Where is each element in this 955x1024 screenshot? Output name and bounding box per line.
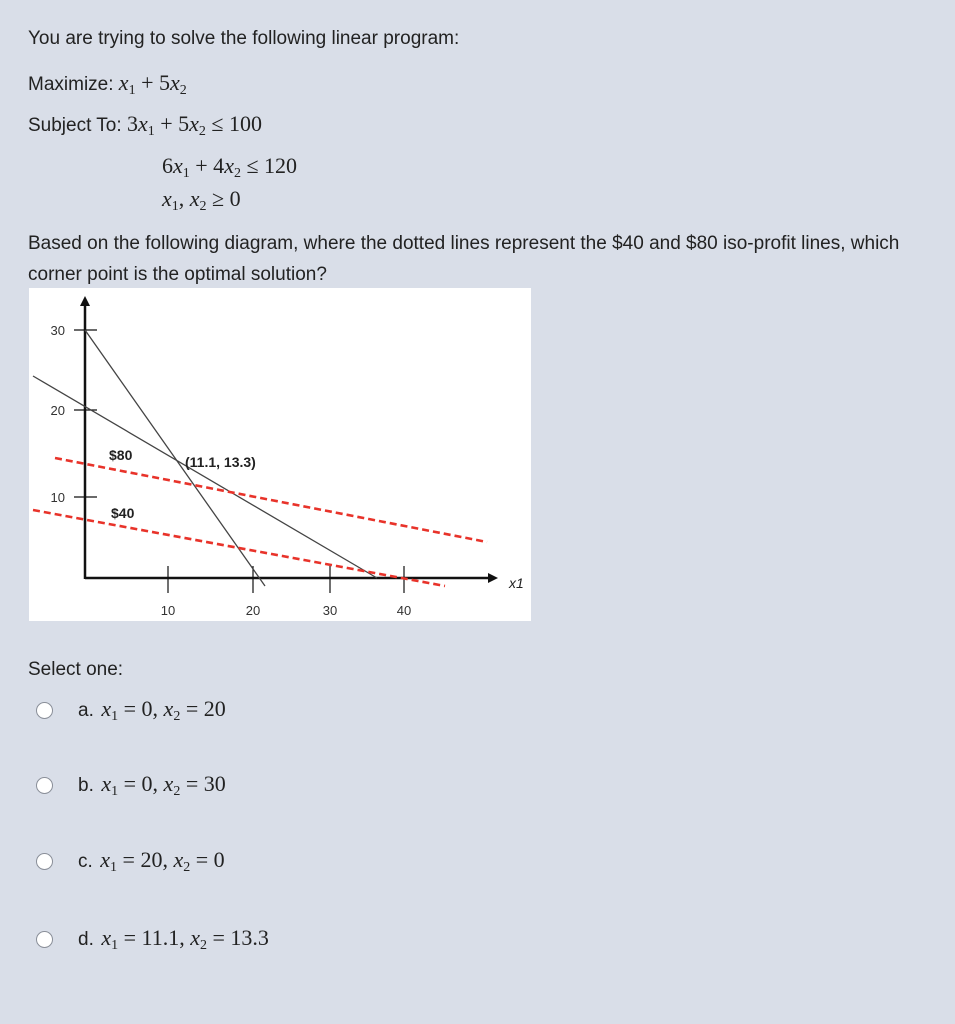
option-a-letter: a.: [78, 699, 94, 721]
option-b-letter: b.: [78, 774, 94, 796]
option-b-text: $x_1 = 0$, $x_2 = 30$: [101, 771, 226, 799]
x-tick-label-10: 10: [160, 603, 176, 618]
option-c[interactable]: [36, 847, 225, 876]
iso-profit-line-80: [55, 458, 487, 542]
constraint-row-3: [162, 186, 241, 215]
option-d-letter: d.: [78, 928, 94, 950]
iso-label-40: $40: [111, 505, 135, 521]
select-one-label: Select one:: [28, 659, 124, 680]
x-tick-label-40: 40: [396, 603, 412, 618]
objective-expression: $x_1 + 5x_2$: [118, 70, 187, 98]
objective-label: Maximize:: [28, 74, 114, 95]
radio-option-a[interactable]: [36, 702, 53, 719]
question-intro: You are trying to solve the following linear program:: [28, 28, 460, 49]
lp-diagram: [29, 288, 531, 621]
option-b[interactable]: [36, 771, 226, 800]
question-prompt: Based on the following diagram, where the dotted lines represent the $40 and $80 iso-profit lines, which corner point is the optimal solution?: [28, 233, 900, 285]
x-axis-arrow: [488, 573, 498, 583]
y-tick-label-20: 20: [50, 403, 65, 418]
option-a[interactable]: [36, 696, 226, 725]
constraint-2: $6x_1 + 4x_2 \le 120$: [162, 153, 298, 181]
constraint-1: $3x_1 + 5x_2 \le 100$: [126, 111, 262, 139]
y-tick-label-30: 30: [50, 323, 65, 338]
option-c-letter: c.: [78, 850, 93, 872]
constraint-row-2: [162, 153, 297, 182]
radio-option-d[interactable]: [36, 931, 53, 948]
option-d-text: $x_1 = 11.1$, $x_2 = 13.3$: [101, 925, 269, 953]
option-c-text: $x_1 = 20$, $x_2 = 0$: [100, 847, 225, 875]
radio-option-b[interactable]: [36, 777, 53, 794]
option-a-text: $x_1 = 0$, $x_2 = 20$: [101, 696, 226, 724]
y-tick-label-10: 10: [50, 490, 65, 505]
y-axis-arrow: [80, 296, 90, 306]
constraint-3: $x_1$, $x_2 \ge 0$: [162, 186, 241, 214]
x-tick-label-30: 30: [322, 603, 338, 618]
objective-row: [28, 70, 187, 99]
lp-chart-svg: [29, 288, 531, 621]
x-tick-label-20: 20: [245, 603, 261, 618]
x-axis-label: x1: [509, 575, 524, 591]
option-d[interactable]: [36, 925, 269, 954]
constraint-row-1: [28, 111, 262, 140]
subject-to-label: Subject To:: [28, 115, 122, 136]
iso-label-80: $80: [109, 447, 133, 463]
radio-option-c[interactable]: [36, 853, 53, 870]
corner-point-label: (11.1, 13.3): [185, 454, 256, 470]
